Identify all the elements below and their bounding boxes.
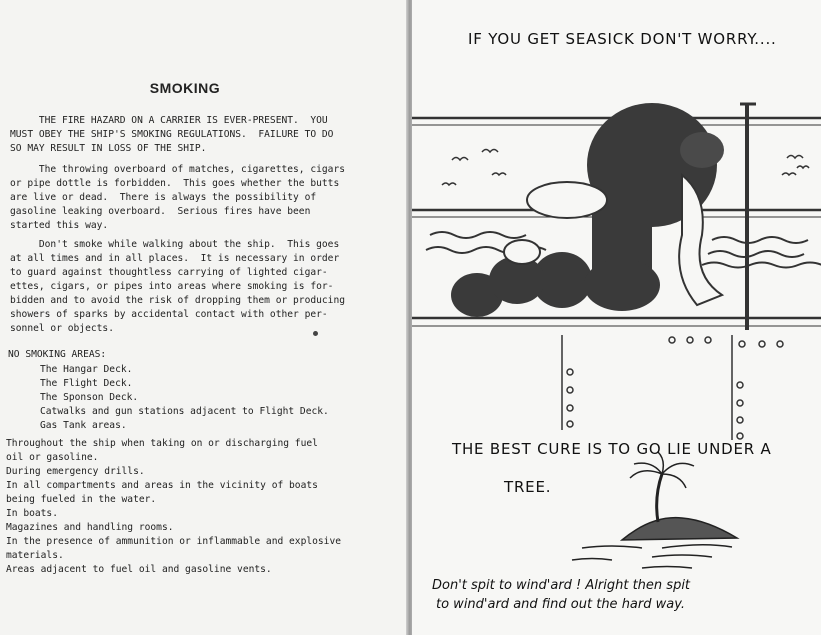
seasick-heading: IF YOU GET SEASICK DON'T WORRY.... bbox=[468, 30, 777, 48]
spit-caption-line-1: Don't spit to wind'ard ! Alright then spit bbox=[432, 578, 691, 593]
intro-paragraph: THE FIRE HAZARD ON A CARRIER IS EVER-PRESENT. YOU MUST OBEY THE SHIP'S SMOKING REGULATIONS. FAILURE TO DO SO MAY RESULT IN LOSS OF THE SHIP. bbox=[10, 115, 334, 154]
spit-caption-line-2: to wind'ard and find out the hard way. bbox=[436, 597, 686, 612]
smoking-title: SMOKING bbox=[149, 80, 221, 96]
ink-dot bbox=[313, 331, 318, 336]
no-smoking-areas-continued: Throughout the ship when taking on or discharging fuel oil or gasoline. During emergency drills. In all compartments and areas in the vicinity of boats being fueled in the water. In boats. Magazines and handling rooms. In the presence of ammunition or inflammable and explosive materials. Areas adjacent to fuel oil and gasoline vents. bbox=[6, 438, 342, 575]
overboard-paragraph: The throwing overboard of matches, cigarettes, cigars or pipe dottle is forbidden. This goes whether the butts are live or dead. There is always the possibility of gasoline leaking overboard. Serious fires have been started this way. bbox=[10, 164, 346, 231]
island-palm-tree-icon bbox=[572, 452, 737, 568]
right-page bbox=[412, 0, 821, 635]
best-cure-line-2: TREE. bbox=[504, 478, 552, 496]
hull-rivets bbox=[562, 335, 783, 440]
no-smoking-areas-list: The Hangar Deck. The Flight Deck. The Sponson Deck. Catwalks and gun stations adjacent to Flight Deck. Gas Tank areas. bbox=[40, 364, 329, 431]
walking-paragraph: Don't smoke while walking about the ship. This goes at all times and in all places. It is necessary in order to guard against thoughtless carrying of lighted cigar- ettes, cigars, or pipes into areas where smoking is for- bidden and to avoid the risk of dropping them or producing showers of sparks by accidental contact with other per- sonnel or objects. bbox=[10, 239, 346, 334]
best-cure-line-1: THE BEST CURE IS TO GO LIE UNDER A bbox=[452, 440, 772, 458]
seasick-cartoon bbox=[412, 0, 821, 635]
left-page bbox=[0, 0, 408, 635]
no-smoking-areas-heading: NO SMOKING AREAS: bbox=[8, 349, 107, 360]
